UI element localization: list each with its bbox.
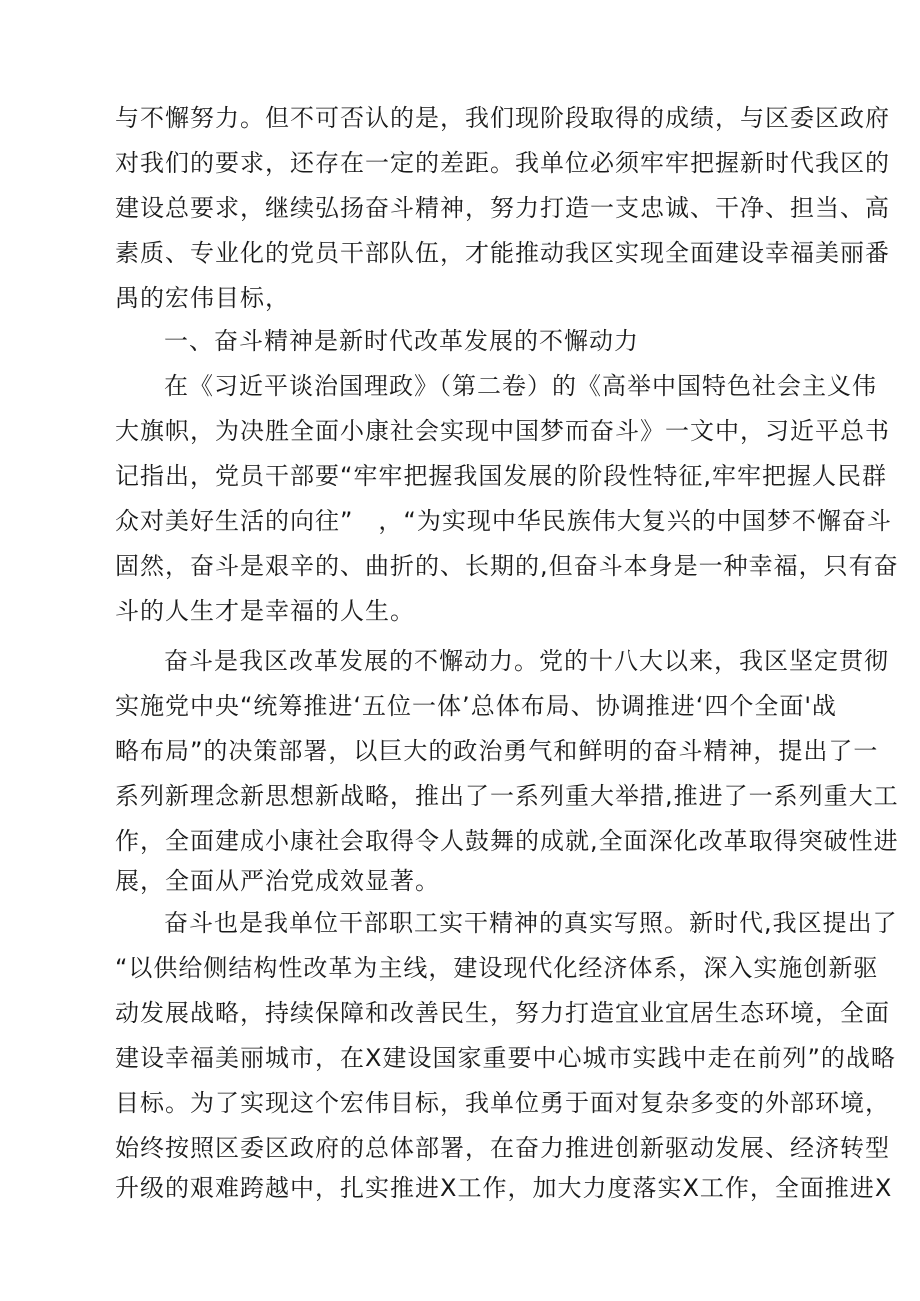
text-line: 始终按照区委区政府的总体部署，在奋力推进创新驱动发展、经济转型 — [115, 1134, 890, 1162]
section-heading: 一、奋斗精神是新时代改革发展的不懈动力 — [164, 327, 639, 355]
text-line: 升级的艰难跨越中，扎实推进X工作，加大力度落实X工作，全面推进X — [115, 1174, 893, 1202]
text-line: 奋斗是我区改革发展的不懈动力。党的十八大以来，我区坚定贯彻 — [164, 647, 889, 675]
text-line: 略布局”的决策部署，以巨大的政治勇气和鲜明的奋斗精神，提出了一 — [115, 737, 879, 765]
text-line: 素质、专业化的党员干部队伍，才能推动我区实现全面建设幸福美丽番 — [115, 239, 890, 267]
text-line: 固然，奋斗是艰辛的、曲折的、长期的,但奋斗本身是一种幸福，只有奋 — [115, 552, 899, 580]
text-line: 动发展战略，持续保障和改善民生，努力打造宜业宜居生态环境，全面 — [115, 999, 890, 1027]
text-line: 众对美好生活的向往” ，“为实现中华民族伟大复兴的中国梦不懈奋斗 — [115, 507, 892, 535]
text-line: 对我们的要求，还存在一定的差距。我单位必须牢牢把握新时代我区的 — [115, 149, 890, 177]
text-line: 奋斗也是我单位干部职工实干精神的真实写照。新时代,我区提出了 — [164, 909, 898, 937]
text-line: 记指出，党员干部要“牢牢把握我国发展的阶段性特征,牢牢把握人民群 — [115, 462, 888, 490]
text-line: 系列新理念新思想新战略，推出了一系列重大举措,推进了一系列重大工 — [115, 782, 899, 810]
text-line: 展，全面从严治党成效显著。 — [115, 867, 440, 895]
text-line: 禺的宏伟目标， — [115, 284, 290, 312]
text-line: 大旗帜，为决胜全面小康社会实现中国梦而奋斗》一文中，习近平总书 — [115, 417, 890, 445]
text-line: 实施党中央“统筹推进‘五位一体’总体布局、协调推进‘四个全面'战 — [115, 692, 837, 720]
text-line: 建设总要求，继续弘扬奋斗精神，努力打造一支忠诚、干净、担当、高 — [115, 194, 890, 222]
text-line: 目标。为了实现这个宏伟目标，我单位勇于面对复杂多变的外部环境， — [115, 1089, 890, 1117]
text-line: 作，全面建成小康社会取得令人鼓舞的成就,全面深化改革取得突破性进 — [115, 827, 899, 855]
text-line: “以供给侧结构性改革为主线，建设现代化经济体系，深入实施创新驱 — [115, 954, 879, 982]
text-line: 建设幸福美丽城市，在X建设国家重要中心城市实践中走在前列”的战略 — [115, 1044, 896, 1072]
text-line: 在《习近平谈治国理政》（第二卷）的《高举中国特色社会主义伟 — [164, 372, 877, 400]
text-line: 与不懈努力。但不可否认的是，我们现阶段取得的成绩，与区委区政府 — [115, 104, 890, 132]
text-line: 斗的人生才是幸福的人生。 — [115, 597, 415, 625]
